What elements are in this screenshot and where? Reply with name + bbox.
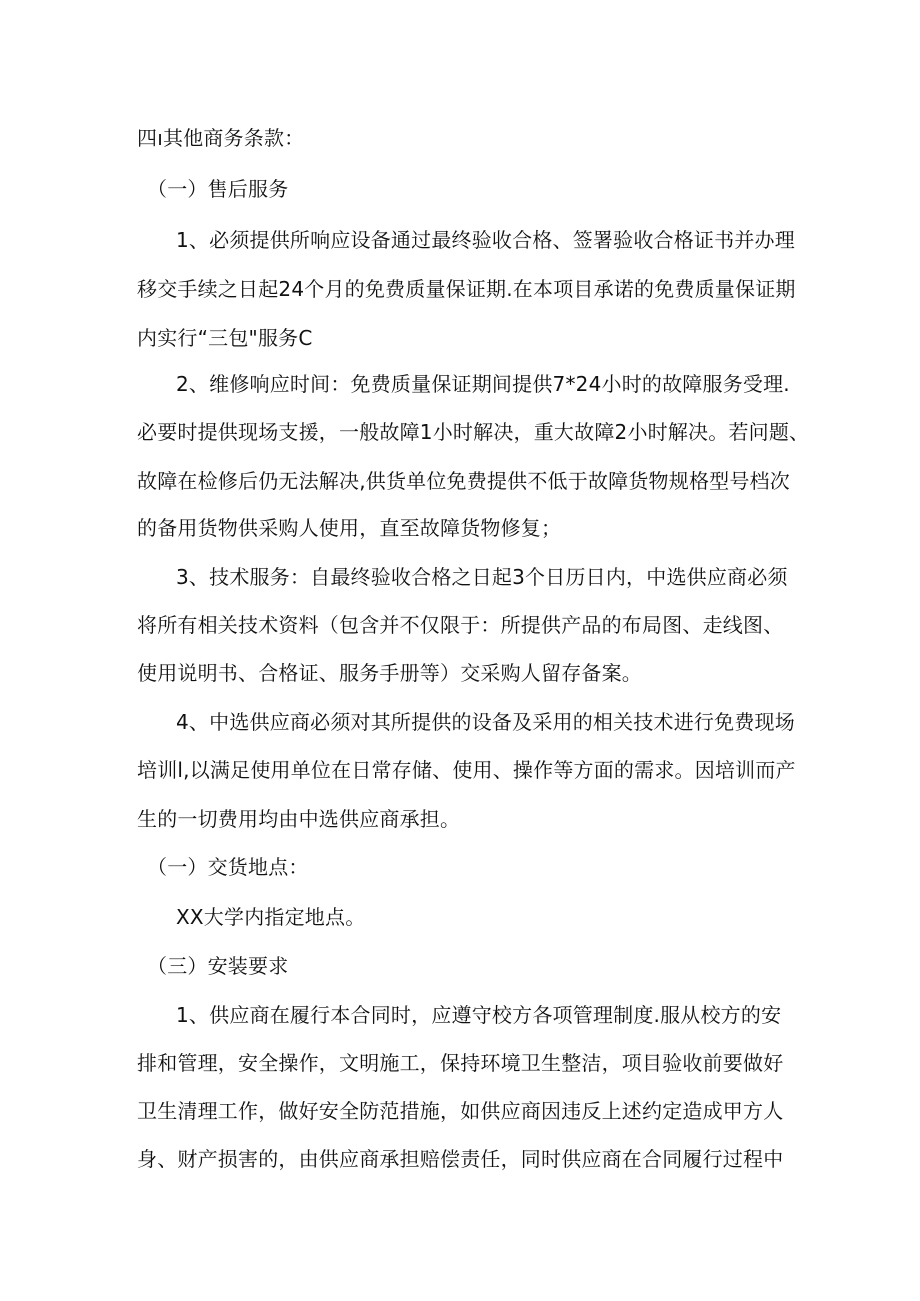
item4-line2: 培训l,以满足使用单位在日常存储、使用、操作等方面的需求。因培训而产 — [137, 758, 796, 782]
subsection-delivery-title: （一）交货地点： — [147, 855, 309, 879]
install1-line2: 排和管理，安全操作，文明施工，保持环境卫生整洁，项目验收前要做好 — [137, 1051, 784, 1075]
install1-line3: 卫生清理工作，做好安全防范措施，如供应商因违反上述约定造成甲方人 — [137, 1099, 784, 1123]
item3-line2: 将所有相关技术资料（包含并不仅限于：所提供产品的布局图、走线图、 — [137, 613, 784, 637]
item2-line4: 的备用货物供采购人使用，直至故障货物修复； — [137, 516, 562, 540]
item1-line3: 内实行“三包"服务C — [137, 326, 313, 350]
delivery-place-text: XX大学内指定地点。 — [176, 905, 366, 929]
item1-line1: 1、必须提供所响应设备通过最终验收合格、签署验收合格证书并办理 — [176, 228, 795, 252]
item2-line1: 2、维修响应时间：免费质量保证期间提供7*24小时的故障服务受理. — [176, 372, 790, 396]
install1-line1: 1、供应商在履行本合同时，应遵守校方各项管理制度.服从校方的安 — [176, 1003, 782, 1027]
item4-line3: 生的一切费用均由中选供应商承担。 — [137, 807, 461, 831]
subsection-after-sales-title: （一）售后服务 — [147, 177, 289, 201]
install1-line4: 身、财产损害的，由供应商承担赔偿责任，同时供应商在合同履行过程中 — [137, 1147, 784, 1171]
subsection-installation-title: （三）安装要求 — [147, 954, 289, 978]
item3-line1: 3、技术服务：自最终验收合格之日起3个日历日内，中选供应商必须 — [176, 565, 788, 589]
item2-line3: 故障在检修后仍无法解决,供货单位免费提供不低于故障货物规格型号档次 — [137, 469, 790, 493]
item2-line2: 必要时提供现场支援，一般故障1小时解决，重大故障2小时解决。若问题、 — [137, 420, 810, 444]
section-title: 四ı其他商务条款： — [137, 126, 305, 150]
item4-line1: 4、中选供应商必须对其所提供的设备及采用的相关技术进行免费现场 — [176, 710, 795, 734]
item3-line3: 使用说明书、合格证、服务手册等）交采购人留存备案。 — [137, 661, 642, 685]
item1-line2: 移交手续之日起24个月的免费质量保证期.在本项目承诺的免费质量保证期 — [137, 277, 796, 301]
